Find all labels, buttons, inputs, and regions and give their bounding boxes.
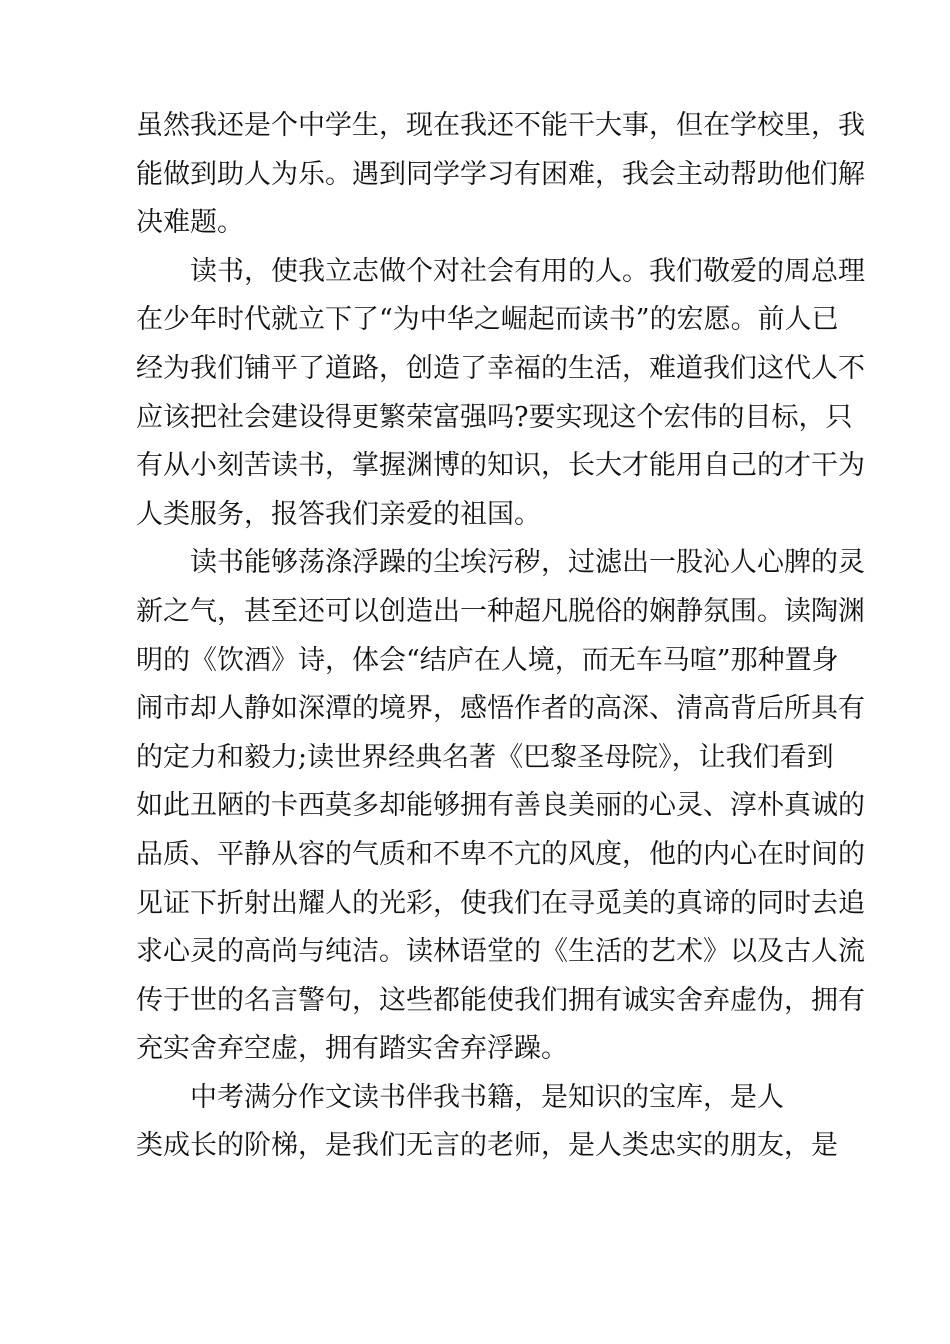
text-line: 明的《饮酒》诗，体会“结庐在人境，而无车马喧”那种置身 bbox=[136, 644, 839, 676]
text-line: 读书能够荡涤浮躁的尘埃污秽，过滤出一股沁人心脾的灵 bbox=[190, 547, 865, 579]
paragraph-2 bbox=[136, 248, 865, 540]
text-line: 能做到助人为乐。遇到同学学习有困难，我会主动帮助他们解 bbox=[136, 158, 865, 190]
body-text bbox=[136, 102, 865, 1171]
text-line: 读书，使我立志做个对社会有用的人。我们敬爱的周总理 bbox=[190, 255, 865, 287]
paragraph-1 bbox=[136, 102, 865, 248]
text-line: 应该把社会建设得更繁荣富强吗?要实现这个宏伟的目标，只 bbox=[136, 401, 853, 433]
text-line: 类成长的阶梯，是我们无言的老师，是人类忠实的朋友，是 bbox=[136, 1130, 838, 1162]
text-line: 虽然我还是个中学生，现在我还不能干大事，但在学校里，我 bbox=[136, 110, 865, 141]
text-line: 求心灵的高尚与纯洁。读林语堂的《生活的艺术》以及古人流 bbox=[136, 936, 865, 968]
text-line: 品质、平静从容的气质和不卑不亢的风度，他的内心在时间的 bbox=[136, 838, 865, 870]
text-line: 充实舍弃空虚，拥有踏实舍弃浮躁。 bbox=[136, 1033, 568, 1065]
text-line: 的定力和毅力;读世界经典名著《巴黎圣母院》，让我们看到 bbox=[136, 741, 834, 773]
text-line: 在少年时代就立下了“为中华之崛起而读书”的宏愿。前人已 bbox=[136, 304, 839, 336]
text-line: 如此丑陋的卡西莫多却能够拥有善良美丽的心灵、淳朴真诚的 bbox=[136, 790, 865, 822]
text-line: 决难题。 bbox=[136, 207, 244, 239]
paragraph-4 bbox=[136, 1074, 836, 1171]
text-line: 经为我们铺平了道路，创造了幸福的生活，难道我们这代人不 bbox=[136, 352, 865, 384]
text-line: 中考满分作文读书伴我书籍，是知识的宝库，是人 bbox=[190, 1081, 784, 1113]
paragraph-3 bbox=[136, 539, 865, 1074]
text-line: 闹市却人静如深潭的境界，感悟作者的高深、清高背后所具有 bbox=[136, 693, 865, 725]
text-line: 人类服务，报答我们亲爱的祖国。 bbox=[136, 498, 541, 530]
text-line: 新之气，甚至还可以创造出一种超凡脱俗的娴静氛围。读陶渊 bbox=[136, 595, 865, 627]
text-line: 传于世的名言警句，这些都能使我们拥有诚实舍弃虚伪，拥有 bbox=[136, 984, 865, 1016]
text-line: 有从小刻苦读书，掌握渊博的知识，长大才能用自己的才干为 bbox=[136, 450, 865, 482]
text-line: 见证下折射出耀人的光彩，使我们在寻觅美的真谛的同时去追 bbox=[136, 887, 865, 919]
